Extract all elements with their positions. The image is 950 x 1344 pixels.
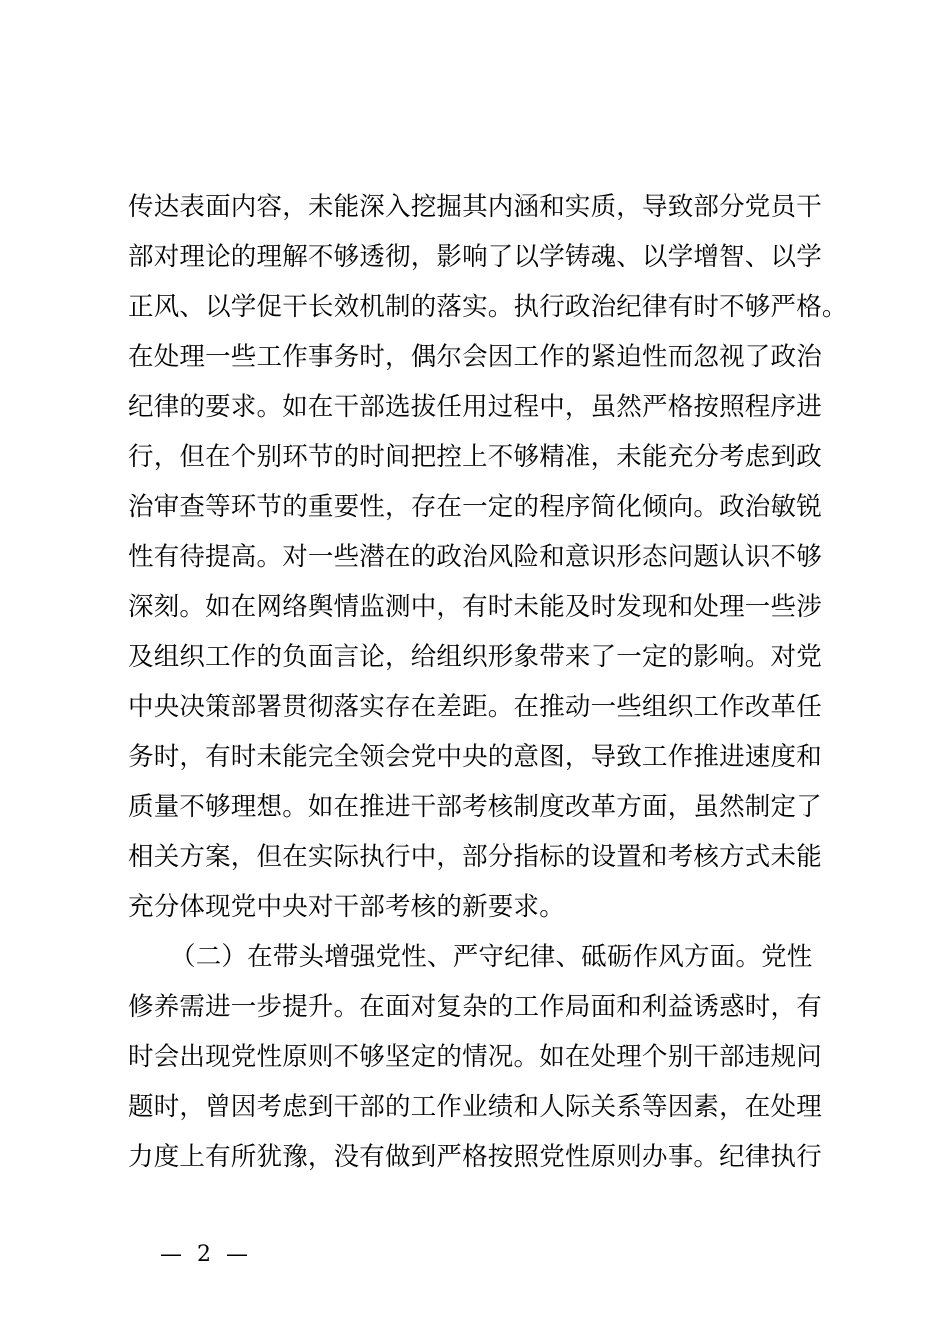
- text-line: 时会出现党性原则不够坚定的情况。如在处理个别干部违规问: [128, 1042, 822, 1072]
- text-line: 性有待提高。对一些潜在的政治风险和意识形态问题认识不够: [128, 542, 822, 572]
- text-line: 题时，曾因考虑到干部的工作业绩和人际关系等因素，在处理: [128, 1092, 822, 1122]
- text-line: 传达表面内容，未能深入挖掘其内涵和实质，导致部分党员干: [128, 192, 822, 222]
- section-heading-line: （二）在带头增强党性、严守纪律、砥砺作风方面。党性: [170, 942, 813, 972]
- footer-dash-left: —: [160, 1242, 182, 1267]
- text-line: 在处理一些工作事务时，偶尔会因工作的紧迫性而忽视了政治: [128, 342, 822, 372]
- text-line: 正风、以学促干长效机制的落实。执行政治纪律有时不够严格。: [128, 292, 848, 322]
- text-line: 质量不够理想。如在推进干部考核制度改革方面，虽然制定了: [128, 792, 822, 822]
- text-line: 中央决策部署贯彻落实存在差距。在推动一些组织工作改革任: [128, 692, 822, 722]
- text-line: 充分体现党中央对干部考核的新要求。: [128, 892, 565, 922]
- text-line: 深刻。如在网络舆情监测中，有时未能及时发现和处理一些涉: [128, 592, 822, 622]
- text-line: 相关方案，但在实际执行中，部分指标的设置和考核方式未能: [128, 842, 822, 872]
- text-line: 纪律的要求。如在干部选拔任用过程中，虽然严格按照程序进: [128, 392, 822, 422]
- text-line: 行，但在个别环节的时间把控上不够精准，未能充分考虑到政: [128, 442, 822, 472]
- text-line: 力度上有所犹豫，没有做到严格按照党性原则办事。纪律执行: [128, 1142, 822, 1172]
- text-line: 修养需进一步提升。在面对复杂的工作局面和利益诱惑时，有: [128, 992, 822, 1022]
- page-number: 2: [197, 1242, 211, 1267]
- page-footer: [160, 1240, 248, 1270]
- text-line: 部对理论的理解不够透彻，影响了以学铸魂、以学增智、以学: [128, 242, 822, 272]
- text-line: 治审查等环节的重要性，存在一定的程序简化倾向。政治敏锐: [128, 492, 822, 522]
- footer-dash-right: —: [226, 1242, 248, 1267]
- text-line: 及组织工作的负面言论，给组织形象带来了一定的影响。对党: [128, 642, 822, 672]
- text-line: 务时，有时未能完全领会党中央的意图，导致工作推进速度和: [128, 742, 822, 772]
- body-text: [128, 182, 848, 1182]
